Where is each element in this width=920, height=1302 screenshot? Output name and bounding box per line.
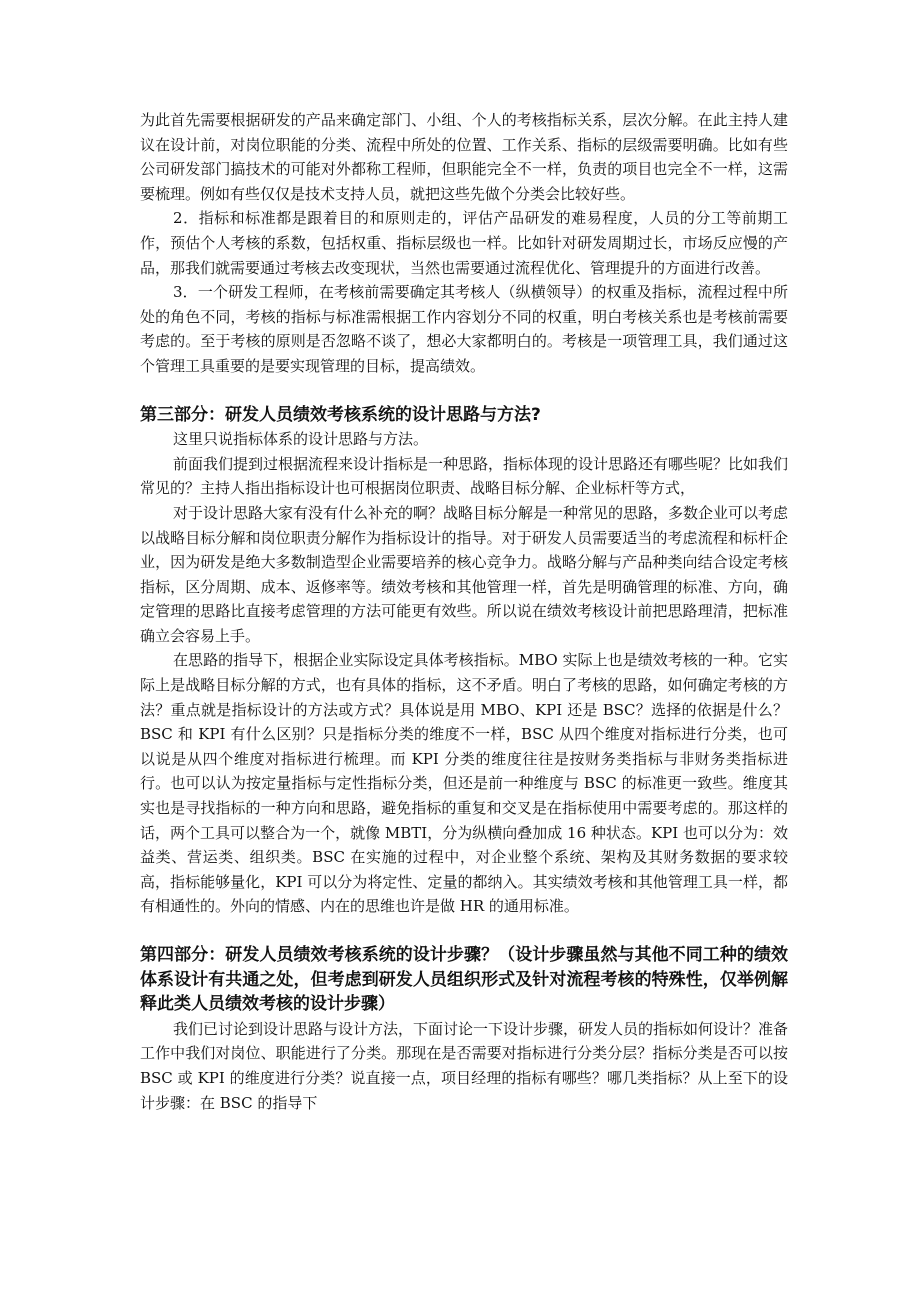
body-paragraph: 为此首先需要根据研发的产品来确定部门、小组、个人的考核指标关系，层次分解。在此主持人建议在设计前，对岗位职能的分类、流程中所处的位置、工作关系、指标的层级需要明确。比如有些公司研发部门搞技术的可能对外都称工程师，但职能完全不一样，负责的项目也完全不一样，这需要梳理。例如有些仅仅是技术支持人员，就把这些先做个分类会比较好些。: [140, 111, 788, 203]
section-gap: [140, 379, 788, 403]
body-paragraph: 2．指标和标准都是跟着目的和原则走的，评估产品研发的难易程度，人员的分工等前期工作，预估个人考核的系数，包括权重、指标层级也一样。比如针对研发周期过长，市场反应慢的产品，那我们就需要通过考核去改变现状，当然也需要通过流程优化、管理提升的方面进行改善。: [140, 209, 788, 277]
section-heading-part-3: 第三部分：研发人员绩效考核系统的设计思路与方法?: [140, 404, 541, 425]
section-heading-part-4: 第四部分：研发人员绩效考核系统的设计步骤？（设计步骤虽然与其他不同工种的绩效体系设计有共通之处，但考虑到研发人员组织形式及针对流程考核的特殊性，仅举例解释此类人员绩效考核的设计步骤）: [140, 945, 788, 1015]
section-gap: [140, 919, 788, 943]
body-paragraph: 我们已讨论到设计思路与设计方法，下面讨论一下设计步骤，研发人员的指标如何设计？准备工作中我们对岗位、职能进行了分类。那现在是否需要对指标进行分类分层？指标分类是否可以按 BSC 或 KPI 的维度进行分类？说直接一点，项目经理的指标有哪些？哪几类指标？从上至下的设计步骤：在 BSC 的指导下: [140, 1019, 789, 1112]
body-paragraph: 这里只说指标体系的设计思路与方法。: [173, 430, 429, 449]
body-paragraph: 在思路的指导下，根据企业实际设定具体考核指标。MBO 实际上也是绩效考核的一种。它实际上是战略目标分解的方式，也有具体的指标，这不矛盾。明白了考核的思路，如何确定考核的方法？重点就是指标设计的方法或方式？具体说是用 MBO、KPI 还是 BSC？选择的依据是什么？BSC 和 KPI 有什么区别？只是指标分类的维度不一样，BSC 从四个维度对指标进行分类，也可以说是从四个维度对指标进行梳理。而 KPI 分类的维度往往是按财务类指标与非财务类指标进行。也可以认为按定量指标与定性指标分类，但还是前一种维度与 BSC 的标准更一致些。维度其实也是寻找指标的一种方向和思路，避免指标的重复和交叉是在指标使用中需要考虑的。那这样的话，两个工具可以整合为一个，就像 MBTI，分为纵横向叠加成 16 种状态。KPI 也可以分为：效益类、营运类、组织类。BSC 在实施的过程中，对企业整个系统、架构及其财务数据的要求较高，指标能够量化，KPI 可以分为将定性、定量的都纳入。其实绩效考核和其他管理工具一样，都有相通性的。外向的情感、内在的思维也许是做 HR 的通用标准。: [140, 651, 788, 916]
body-paragraph: 前面我们提到过根据流程来设计指标是一种思路，指标体现的设计思路还有哪些呢？比如我们常见的？主持人指出指标设计也可根据岗位职责、战略目标分解、企业标杆等方式，: [140, 454, 789, 498]
document-page: [140, 108, 788, 1115]
body-paragraph: 对于设计思路大家有没有什么补充的啊？战略目标分解是一种常见的思路，多数企业可以考虑以战略目标分解和岗位职责分解作为指标设计的指导。对于研发人员需要适当的考虑流程和标杆企业，因为研发是绝大多数制造型企业需要培养的核心竞争力。战略分解与产品种类向结合设定考核指标，区分周期、成本、返修率等。绩效考核和其他管理一样，首先是明确管理的标准、方向，确定管理的思路比直接考虑管理的方法可能更有效些。所以说在绩效考核设计前把思路理清，把标准确立会容易上手。: [140, 503, 789, 645]
body-paragraph: 3．一个研发工程师，在考核前需要确定其考核人（纵横领导）的权重及指标，流程过程中所处的角色不同，考核的指标与标准需根据工作内容划分不同的权重，明白考核关系也是考核前需要考虑的。至于考核的原则是否忽略不谈了，想必大家都明白的。考核是一项管理工具，我们通过这个管理工具重要的是要实现管理的目标，提高绩效。: [140, 283, 788, 375]
